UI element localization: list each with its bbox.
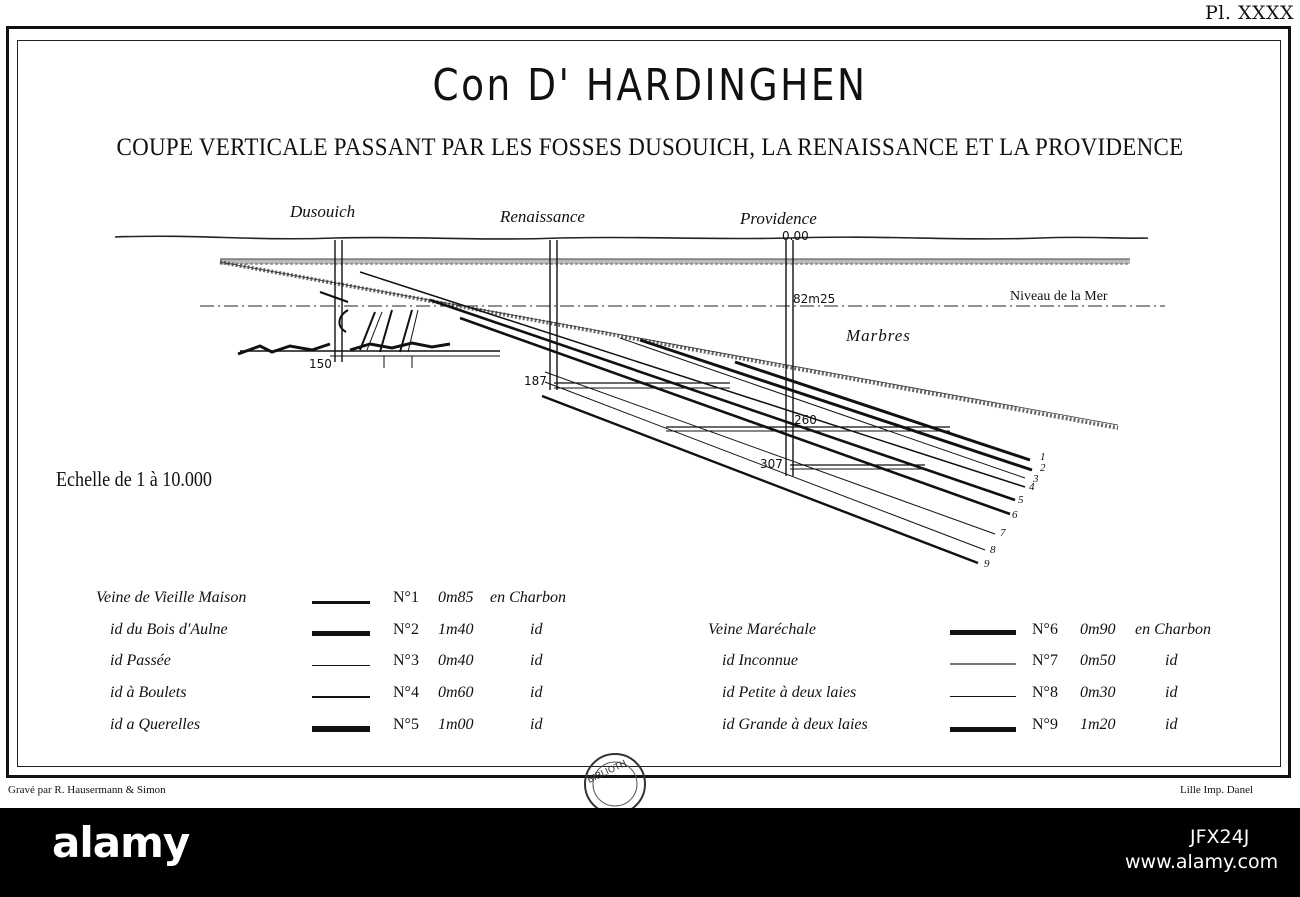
legend-thickness: 1m20 [1080, 716, 1116, 733]
ground-surface-line [115, 236, 1148, 239]
legend-sample [312, 726, 370, 732]
page-title: Con D' HARDINGHEN [432, 60, 868, 111]
legend-thickness: 0m60 [438, 684, 474, 701]
vein-6 [460, 318, 1010, 514]
legend-num: N°2 [393, 621, 419, 638]
legend-unit: en Charbon [1135, 621, 1211, 638]
legend-unit: id [530, 652, 543, 669]
legend-sample [950, 727, 1016, 732]
legend-unit: id [530, 684, 543, 701]
vein-number: 5 [1018, 494, 1024, 506]
watermark-banner [0, 808, 1300, 897]
stamp-text: BIBLIOTH [586, 758, 629, 786]
shaft-label-dusouich: Dusouich [290, 202, 356, 221]
legend-thickness: 0m90 [1080, 621, 1116, 638]
legend-sample [950, 630, 1016, 635]
page-subtitle: COUPE VERTICALE PASSANT PAR LES FOSSES DUSOUICH, LA RENAISSANCE ET LA PROVIDENCE [116, 134, 1184, 161]
vein-5 [430, 300, 1015, 500]
legend-unit: en Charbon [490, 589, 566, 606]
legend-num: N°9 [1032, 716, 1058, 733]
legend-unit: id [1165, 652, 1178, 669]
vein-number: 7 [1000, 527, 1006, 539]
coal-veins [360, 272, 1032, 563]
legend-thickness: 0m50 [1080, 652, 1116, 669]
plate-number: Pl. XXXX [1205, 2, 1295, 24]
printer-credit: Lille Imp. Danel [1180, 784, 1254, 796]
legend-name: id Passée [110, 652, 171, 669]
legend-unit: id [530, 621, 543, 638]
legend-thickness: 1m00 [438, 716, 474, 733]
renaissance-depth: 187 [524, 374, 547, 388]
legend-name: id a Querelles [110, 716, 201, 733]
legend-num: N°6 [1032, 621, 1058, 638]
legend-thickness: 0m30 [1080, 684, 1116, 701]
legend-num: N°8 [1032, 684, 1058, 701]
vein-number: 9 [984, 558, 990, 570]
legend-name: id du Bois d'Aulne [110, 621, 228, 638]
legend-name: id Inconnue [722, 652, 798, 669]
legend-name: id Petite à deux laies [722, 684, 857, 701]
legend-sample [312, 601, 370, 604]
watermark-logo: alamy [52, 818, 190, 867]
dusouich-depth: 150 [309, 357, 332, 371]
engraver-credit: Gravé par R. Hausermann & Simon [8, 784, 166, 796]
legend-num: N°4 [393, 684, 419, 701]
watermark-url: www.alamy.com [1125, 851, 1279, 873]
vein-7 [545, 372, 995, 534]
legend-sample [950, 696, 1016, 697]
legend-num: N°1 [393, 589, 419, 606]
legend-sample [312, 631, 370, 636]
vein-number: 4 [1029, 481, 1035, 493]
legend-sample [950, 663, 1016, 665]
marble-label: Marbres [846, 326, 911, 345]
legend-name: id à Boulets [110, 684, 187, 701]
legend-unit: id [530, 716, 543, 733]
legend-name: Veine de Vieille Maison [96, 589, 247, 606]
providence-sea-label: 82m25 [793, 292, 836, 306]
library-stamp [575, 742, 655, 812]
vein-number: 8 [990, 544, 996, 556]
legend-num: N°7 [1032, 652, 1058, 669]
legend-unit: id [1165, 716, 1178, 733]
legend-thickness: 0m85 [438, 589, 474, 606]
providence-depth-260: 260 [794, 413, 817, 427]
legend-sample [312, 696, 370, 698]
shaft-label-renaissance: Renaissance [500, 207, 585, 226]
vein-number: 6 [1012, 509, 1018, 521]
vein-2 [640, 340, 1032, 470]
legend-thickness: 1m40 [438, 621, 474, 638]
vein-1 [735, 362, 1030, 460]
watermark-image-id: JFX24J [1190, 826, 1250, 848]
marble-wedge-boundary [220, 262, 1118, 428]
providence-top-label: 0.00 [782, 229, 809, 243]
vein-3 [620, 338, 1025, 478]
legend-num: N°5 [393, 716, 419, 733]
legend-thickness: 0m40 [438, 652, 474, 669]
legend-num: N°3 [393, 652, 419, 669]
vein-number: 2 [1040, 462, 1046, 474]
legend-name: Veine Maréchale [708, 621, 816, 638]
scale-label: Echelle de 1 à 10.000 [56, 467, 212, 491]
upper-stipple-band [220, 259, 1130, 264]
legend-name: id Grande à deux laies [722, 716, 868, 733]
shaft-label-providence: Providence [740, 209, 817, 228]
sea-level-label: Niveau de la Mer [1010, 289, 1108, 304]
vein-number: 3 [1033, 473, 1039, 485]
legend-unit: id [1165, 684, 1178, 701]
legend-sample [312, 665, 370, 666]
providence-depth-307: 307 [760, 457, 783, 471]
vein-number: 1 [1040, 451, 1046, 463]
